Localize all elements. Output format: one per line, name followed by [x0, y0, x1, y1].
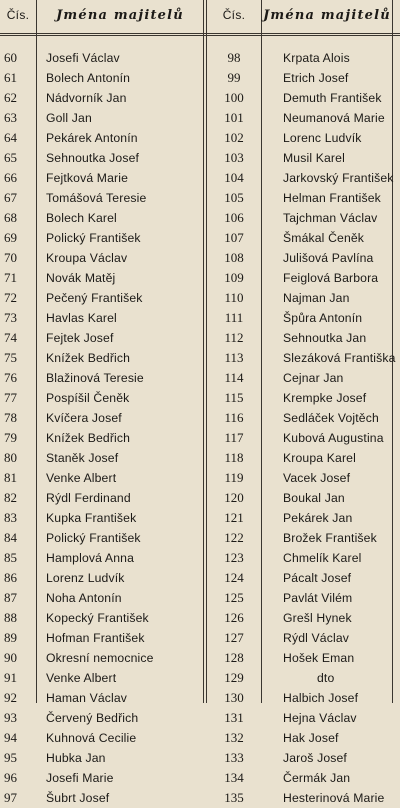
owner-name: Nádvorník Jan: [46, 91, 127, 105]
owner-number: 66: [4, 170, 17, 185]
owner-number: 119: [224, 470, 244, 485]
owner-name: Polický František: [46, 231, 141, 245]
owner-name: Tajchman Václav: [283, 211, 378, 225]
owner-number: 109: [224, 270, 244, 285]
owner-name: Pospíšil Čeněk: [46, 391, 130, 405]
owner-name: Kroupa Karel: [283, 451, 356, 465]
owner-number: 74: [4, 330, 17, 345]
owner-name: Najman Jan: [283, 291, 350, 305]
owner-name: Kvíčera Josef: [46, 411, 122, 425]
table-row: [207, 708, 392, 728]
table-row: [207, 128, 392, 148]
owner-name: Chmelík Karel: [283, 551, 362, 565]
table-row: [0, 328, 203, 348]
table-row: [207, 68, 392, 88]
owner-name: Venke Albert: [46, 471, 117, 485]
table-row: [207, 588, 392, 608]
owner-number: 82: [4, 490, 17, 505]
owner-number: 118: [224, 450, 244, 465]
table-row: [207, 648, 392, 668]
header-num-left: Čís.: [6, 8, 30, 22]
owner-name: Kopecký František: [46, 611, 149, 625]
table-row: [207, 528, 392, 548]
table-row: [0, 168, 203, 188]
owner-number: 94: [4, 730, 17, 745]
table-row: [207, 328, 392, 348]
table-row: [207, 448, 392, 468]
table-row: [0, 468, 203, 488]
owner-number: 116: [224, 410, 244, 425]
owner-number: 86: [4, 570, 17, 585]
owner-name: Pekárek Jan: [283, 511, 353, 525]
table-row: [0, 228, 203, 248]
owner-number: 129: [224, 670, 244, 685]
table-row: [0, 488, 203, 508]
owner-number: 123: [224, 550, 244, 565]
owner-name: Sedláček Vojtěch: [283, 411, 379, 425]
table-row: [207, 748, 392, 768]
table-row: [0, 88, 203, 108]
table-row: [207, 688, 392, 708]
owner-name: Demuth František: [283, 91, 382, 105]
owner-name: Havlas Karel: [46, 311, 117, 325]
owner-number: 97: [4, 790, 17, 805]
table-row: [0, 708, 203, 728]
owner-name: Špůra Antonín: [283, 311, 363, 325]
table-row: [207, 148, 392, 168]
owner-number: 79: [4, 430, 17, 445]
table-row: [0, 288, 203, 308]
table-row: [0, 768, 203, 788]
table-row: [0, 728, 203, 748]
owner-name: Červený Bedřich: [46, 711, 139, 725]
owner-number: 126: [224, 610, 244, 625]
owner-number: 62: [4, 90, 17, 105]
owner-name: Sehnoutka Jan: [283, 331, 367, 345]
owner-number: 102: [224, 130, 244, 145]
owner-number: 125: [224, 590, 244, 605]
table-row: [0, 108, 203, 128]
table-row: [0, 408, 203, 428]
owner-number: 128: [224, 650, 244, 665]
owner-number: 105: [224, 190, 244, 205]
owner-name: Pekárek Antonín: [46, 131, 138, 145]
owner-name: dto: [317, 671, 335, 685]
owner-number: 122: [224, 530, 244, 545]
table-row: [207, 108, 392, 128]
owner-name: Okresní nemocnice: [46, 651, 154, 665]
table-row: [0, 508, 203, 528]
owner-name: Brožek František: [283, 531, 377, 545]
table-row: [207, 188, 392, 208]
table-row: [0, 248, 203, 268]
owner-number: 108: [224, 250, 244, 265]
owner-name: Neumanová Marie: [283, 111, 385, 125]
table-row: [0, 268, 203, 288]
table-row: [207, 288, 392, 308]
owner-number: 115: [224, 390, 244, 405]
table-row: [0, 608, 203, 628]
owner-name: Tomášová Teresie: [46, 191, 147, 205]
table-row: [0, 208, 203, 228]
owner-name: Etrich Josef: [283, 71, 349, 85]
owner-number: 93: [4, 710, 17, 725]
owner-number: 78: [4, 410, 17, 425]
owner-number: 98: [227, 50, 241, 65]
owner-number: 101: [224, 110, 244, 125]
owner-number: 133: [224, 750, 244, 765]
owner-name: Julišová Pavlína: [283, 251, 374, 265]
owner-number: 84: [4, 530, 17, 545]
table-row: [0, 648, 203, 668]
owner-number: 114: [224, 370, 244, 385]
owner-name: Pácalt Josef: [283, 571, 352, 585]
owner-name: Rýdl Ferdinand: [46, 491, 131, 505]
table-row: [0, 368, 203, 388]
owner-number: 96: [4, 770, 17, 785]
table-row: [0, 68, 203, 88]
table-row: [207, 308, 392, 328]
table-row: [207, 368, 392, 388]
owner-number: 91: [4, 670, 17, 685]
table-row: [0, 428, 203, 448]
table-row: [0, 128, 203, 148]
table-row: [0, 188, 203, 208]
owner-number: 112: [224, 330, 244, 345]
table-row: [0, 348, 203, 368]
owner-number: 72: [4, 290, 17, 305]
owner-number: 100: [224, 90, 244, 105]
owner-name: Haman Václav: [46, 691, 128, 705]
owner-number: 63: [4, 110, 17, 125]
table-row: [207, 348, 396, 368]
owner-name: Josefi Marie: [46, 771, 114, 785]
owner-name: Knížek Bedřich: [46, 351, 131, 365]
owner-number: 81: [4, 470, 17, 485]
owner-name: Hofman František: [46, 631, 145, 645]
table-row: [0, 568, 203, 588]
owner-name: Lorenz Ludvík: [46, 571, 125, 585]
table-row: [207, 508, 392, 528]
owner-number: 111: [224, 310, 244, 325]
owner-name: Kroupa Václav: [46, 251, 128, 265]
owner-name: Fejtek Josef: [46, 331, 114, 345]
owner-number: 80: [4, 450, 17, 465]
owner-number: 92: [4, 690, 17, 705]
owner-number: 135: [224, 790, 244, 805]
owner-name: Krpata Alois: [283, 51, 350, 65]
table-row: [0, 48, 203, 68]
table-row: [0, 588, 203, 608]
owner-name: Hošek Eman: [283, 651, 355, 665]
owner-number: 90: [4, 650, 17, 665]
owner-name: Hubka Jan: [46, 751, 106, 765]
owner-name: Slezáková Františka: [283, 351, 396, 365]
owner-number: 130: [224, 690, 244, 705]
owner-name: Lorenc Ludvík: [283, 131, 362, 145]
owner-number: 77: [4, 390, 17, 405]
owner-name: Pečený František: [46, 291, 143, 305]
owner-name: Šubrt Josef: [46, 791, 110, 805]
owner-number: 103: [224, 150, 244, 165]
table-row: [207, 408, 392, 428]
owner-number: 83: [4, 510, 17, 525]
header-rule: [0, 33, 400, 36]
owner-number: 75: [4, 350, 17, 365]
owner-name: Venke Albert: [46, 671, 117, 685]
table-row: [0, 748, 203, 768]
owner-name: Čermák Jan: [283, 771, 351, 785]
table-row: [207, 568, 392, 588]
table-row: [207, 428, 392, 448]
table-row: [207, 228, 392, 248]
owner-number: 71: [4, 270, 17, 285]
owner-number: 68: [4, 210, 17, 225]
owner-number: 99: [227, 70, 241, 85]
table-row: [207, 768, 392, 788]
left-owner-list: [0, 48, 203, 808]
owner-name: Fejtková Marie: [46, 171, 129, 185]
owner-number: 69: [4, 230, 17, 245]
right-owner-list: [207, 48, 396, 808]
table-row: [0, 388, 203, 408]
owner-number: 73: [4, 310, 17, 325]
owner-name: Pavlát Vilém: [283, 591, 353, 605]
owner-name: Jarkovský František: [283, 171, 394, 185]
owner-number: 85: [4, 550, 17, 565]
owner-number: 106: [224, 210, 244, 225]
owner-name: Polický František: [46, 531, 141, 545]
owner-number: 65: [4, 150, 17, 165]
owner-number: 134: [224, 770, 244, 785]
owner-name: Staněk Josef: [46, 451, 119, 465]
table-row: [0, 548, 203, 568]
owner-number: 64: [4, 130, 17, 145]
table-row: [207, 48, 392, 68]
owner-name: Hak Josef: [283, 731, 339, 745]
owner-number: 113: [224, 350, 244, 365]
table-row: [207, 268, 392, 288]
owner-name: Musil Karel: [283, 151, 345, 165]
owner-name: Knížek Bedřich: [46, 431, 131, 445]
table-row: [207, 88, 392, 108]
owner-number: 104: [224, 170, 244, 185]
owner-number: 89: [4, 630, 17, 645]
owner-name: Grešl Hynek: [283, 611, 352, 625]
table-row: [207, 608, 392, 628]
owner-number: 127: [224, 630, 244, 645]
table-row: [207, 388, 392, 408]
owner-number: 132: [224, 730, 244, 745]
owner-number: 70: [4, 250, 17, 265]
owner-name: Vacek Josef: [283, 471, 351, 485]
table-row: [207, 248, 392, 268]
owner-name: Kuhnová Cecilie: [46, 731, 137, 745]
owner-name: Goll Jan: [46, 111, 92, 125]
owner-name: Novák Matěj: [46, 271, 116, 285]
owner-name: Hejna Václav: [283, 711, 357, 725]
owner-name: Feiglová Barbora: [283, 271, 379, 285]
owner-name: Kupka František: [46, 511, 137, 525]
owner-number: 107: [224, 230, 244, 245]
header-name-right: Jména majitelů: [263, 7, 391, 23]
owner-name: Hesterinová Marie: [283, 791, 385, 805]
table-row: [0, 308, 203, 328]
owner-name: Rýdl Václav: [283, 631, 349, 645]
table-row: [0, 688, 203, 708]
table-row: [0, 528, 203, 548]
owner-number: 61: [4, 70, 17, 85]
owner-name: Blažinová Teresie: [46, 371, 144, 385]
table-row: [0, 788, 203, 808]
owner-name: Boukal Jan: [283, 491, 345, 505]
header-name-left: Jména majitelů: [56, 7, 184, 23]
owner-name: Hamplová Anna: [46, 551, 134, 565]
table-row: [207, 728, 392, 748]
table-row: [207, 208, 392, 228]
table-row: [207, 668, 392, 688]
table-row: [0, 668, 203, 688]
table-row: [207, 468, 392, 488]
owner-name: Bolech Karel: [46, 211, 117, 225]
table-row: [207, 628, 392, 648]
table-row: [0, 148, 203, 168]
owner-number: 76: [4, 370, 17, 385]
owner-name: Josefi Václav: [46, 51, 120, 65]
owner-number: 131: [224, 710, 244, 725]
table-row: [0, 628, 203, 648]
owner-number: 88: [4, 610, 17, 625]
owner-name: Noha Antonín: [46, 591, 122, 605]
owner-name: Krempke Josef: [283, 391, 367, 405]
owner-number: 121: [224, 510, 244, 525]
header-num-right: Čís.: [222, 8, 246, 22]
owner-number: 117: [224, 430, 244, 445]
table-row: [207, 488, 392, 508]
owner-name: Jaroš Josef: [283, 751, 347, 765]
owner-name: Bolech Antonín: [46, 71, 131, 85]
owner-number: 120: [224, 490, 244, 505]
table-row: [207, 168, 392, 188]
owner-number: 67: [4, 190, 17, 205]
table-row: [0, 448, 203, 468]
owner-name: Halbich Josef: [283, 691, 359, 705]
owner-name: Šmákal Čeněk: [283, 231, 365, 245]
owner-name: Helman František: [283, 191, 381, 205]
owner-name: Cejnar Jan: [283, 371, 344, 385]
table-row: [207, 788, 392, 808]
owner-name: Sehnoutka Josef: [46, 151, 140, 165]
table-row: [207, 548, 392, 568]
owner-name: Kubová Augustina: [283, 431, 384, 445]
owner-number: 87: [4, 590, 17, 605]
owner-number: 124: [224, 570, 244, 585]
owner-number: 95: [4, 750, 17, 765]
owner-number: 60: [4, 50, 17, 65]
owner-number: 110: [224, 290, 244, 305]
